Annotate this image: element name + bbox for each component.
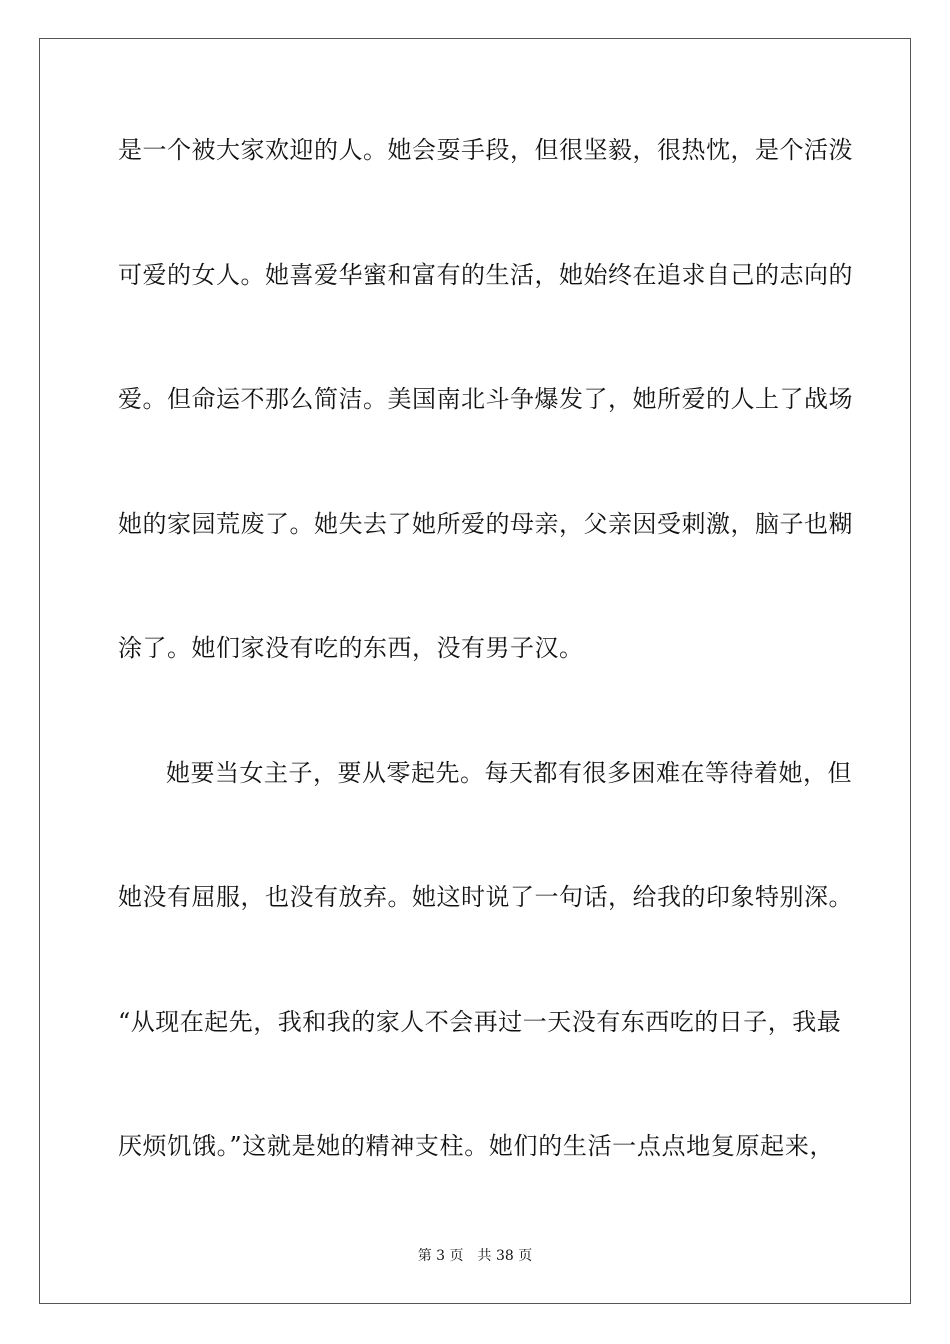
- text-line-4: 她的家园荒废了。她失去了她所爱的母亲，父亲因受刺激，脑子也糊: [118, 510, 853, 538]
- text-line-1: 是一个被大家欢迎的人。她会耍手段，但很坚毅，很热忱，是个活泼: [118, 136, 853, 164]
- page-footer: [0, 1247, 950, 1265]
- total-pages: 共 38 页: [477, 1248, 533, 1264]
- text-line-2: 可爱的女人。她喜爱华蜜和富有的生活，她始终在追求自己的志向的: [118, 261, 853, 289]
- text-line-7: 她没有屈服，也没有放弃。她这时说了一句话，给我的印象特别深。: [118, 883, 853, 911]
- text-line-6-paragraph-start: 她要当女主子，要从零起先。每天都有很多困难在等待着她，但: [166, 759, 852, 787]
- page-number: 第 3 页: [417, 1248, 464, 1264]
- text-line-3: 爱。但命运不那么简洁。美国南北斗争爆发了，她所爱的人上了战场: [118, 385, 853, 413]
- text-line-5: 涂了。她们家没有吃的东西，没有男子汉。: [118, 634, 584, 662]
- page-border: [39, 38, 911, 1304]
- text-line-9: 厌烦饥饿。”这就是她的精神支柱。她们的生活一点点地复原起来，: [118, 1132, 834, 1160]
- text-line-8: “从现在起先，我和我的家人不会再过一天没有东西吃的日子，我最: [118, 1008, 842, 1036]
